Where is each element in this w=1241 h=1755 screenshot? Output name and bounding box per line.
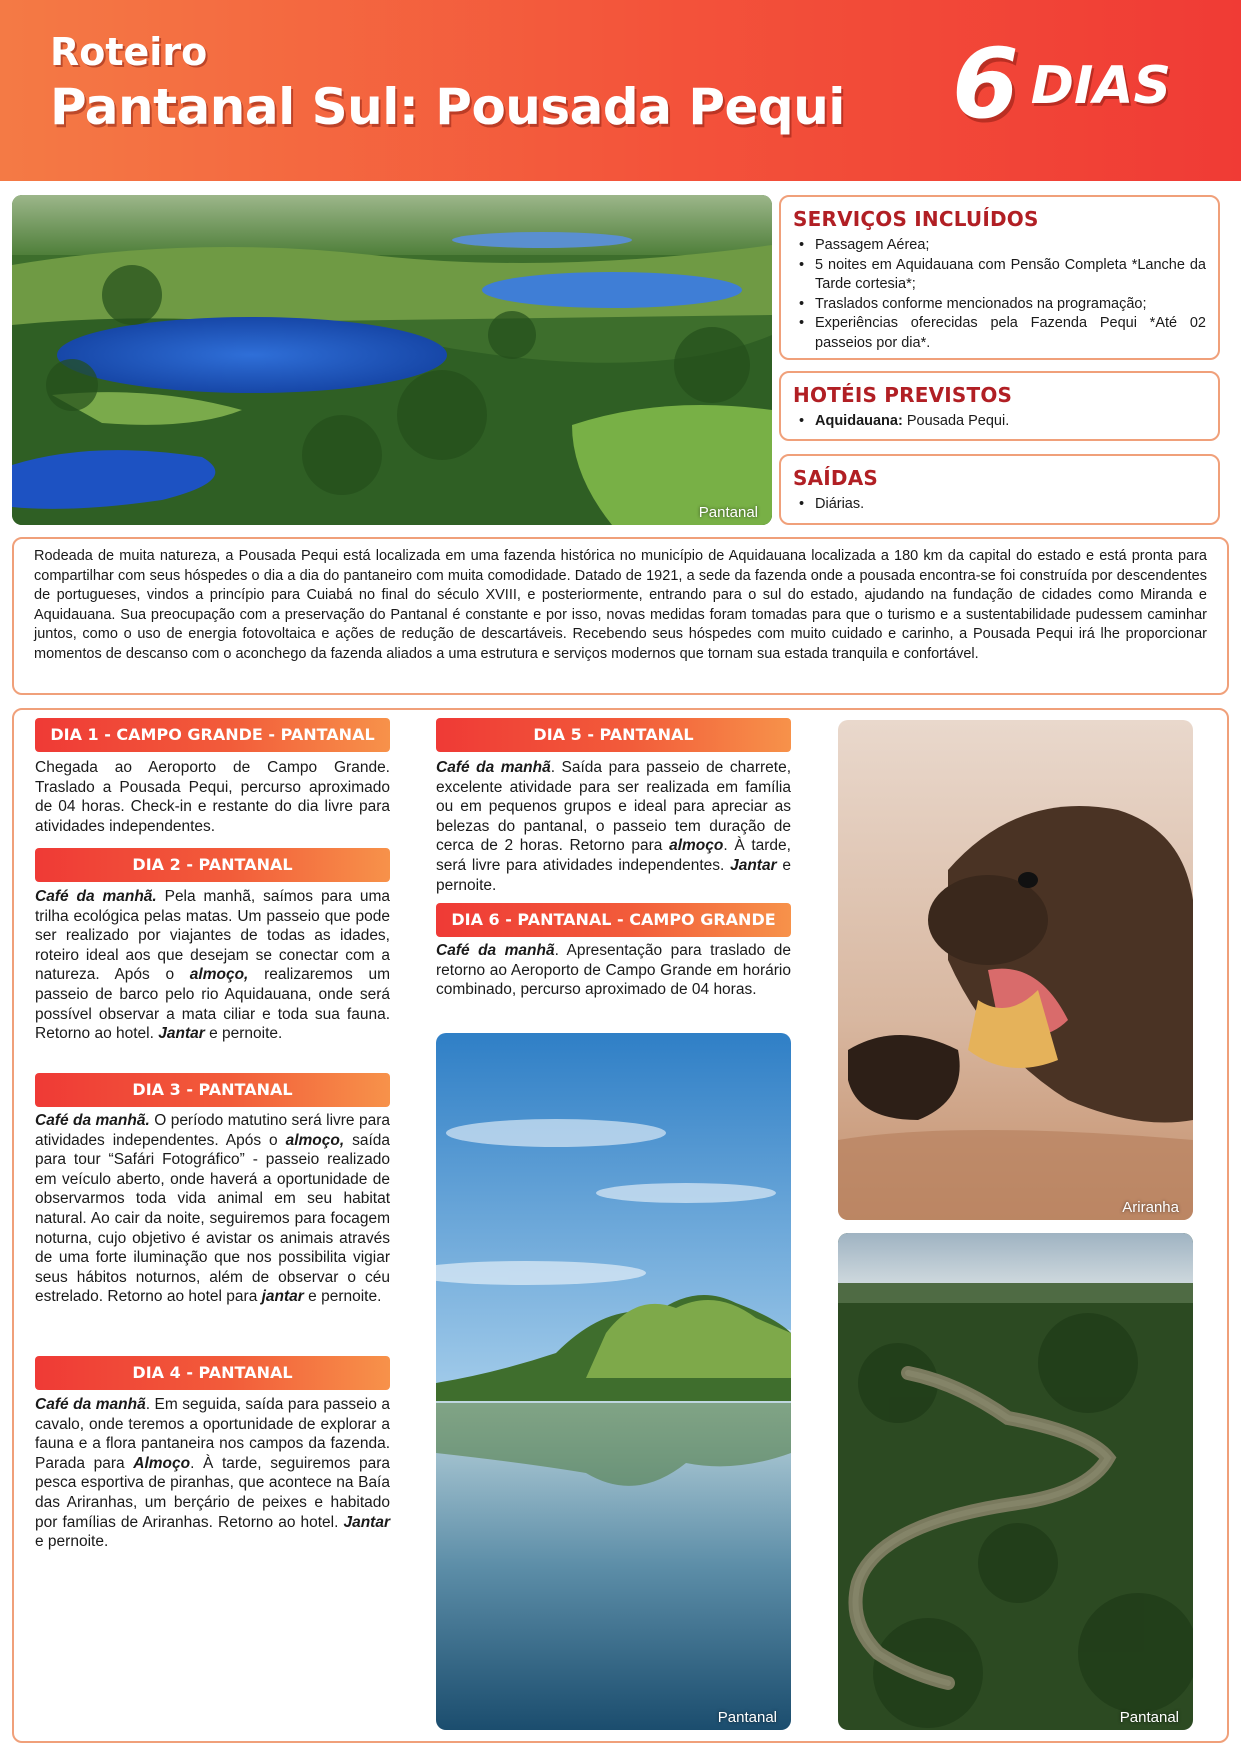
day-3-lead: Café da manhã. [35,1112,150,1129]
day-5-part: . Saída para passeio de charrete, excelente atividade para ser realizada em família ou em pequenos grupos e ideal para apreciar as belezas do pantanal, o passeio tem duração de cerca de 2 horas. Retorno para [436,759,791,855]
day-2-part: realizaremos um passeio de barco pelo rio Aquidauana, onde será possível observar a mata ciliar e toda sua fauna. Retorno ao hotel. [35,966,391,1043]
day-2-text [35,887,390,1044]
header-kicker: Roteiro [50,30,208,74]
day-3-part: e pernoite. [303,1288,382,1306]
hotels-city: Aquidauana: [815,413,903,429]
day-3-bold: almoço, [285,1131,345,1149]
services-item: • Passagem Aérea; [793,236,1206,256]
duration-badge [951,28,1171,140]
day-5-part: . À tarde, será livre para atividades independentes. [436,837,791,874]
hotels-name: Pousada Pequi. [902,413,1010,429]
day-4-text [35,1395,390,1552]
services-item: • Experiências oferecidas pela Fazenda Pequi *Até 02 passeios por dia*. [793,314,1206,353]
departures-list [793,495,1206,515]
departures-title: SAÍDAS [793,466,879,490]
header-banner [0,0,1241,181]
aerial-photo-pantanal [838,1233,1193,1730]
services-list [793,236,1206,353]
lagoon-landscape-image [12,195,772,525]
day-2-title: DIA 2 - PANTANAL [35,848,390,882]
day-4-lead: Café da manhã [35,1396,146,1413]
hotels-item [793,412,1206,432]
day-4-part: e pernoite. [35,1533,109,1551]
hotels-list [793,412,1206,432]
day-2-lead: Café da manhã. [35,888,157,905]
day-6-text [436,941,791,1000]
day-3-text [35,1111,390,1307]
day-5-title: DIA 5 - PANTANAL [436,718,791,752]
day-3-part: saída para tour “Safári Fotográfico” - passeio realizado em veículo aberto, onde haverá a oportunidade de observarmos toda vida animal em seu habitat natural. Ao cair da noite, seguiremos para focagem noturna, cujo objetivo é avistar os animais através de uma forte iluminação que nos possibilita vigiar seus hábitos noturnos, além de observar o céu estrelado. Retorno ao hotel para [35,1131,390,1306]
day-4-bold: Almoço [133,1454,191,1472]
day-5-part: e pernoite. [436,856,791,894]
otter-photo-caption: Ariranha [1122,1199,1179,1216]
day-4-part: . À tarde, seguiremos para pesca esportiva de piranhas, que acontece na Baía das Ariranhas, um berçário de peixes e habitado por famílias de Ariranhas. Retorno ao hotel. [35,1454,390,1531]
giant-otter-image [838,720,1193,1220]
day-1-text: Chegada ao Aeroporto de Campo Grande. Traslado a Pousada Pequi, percurso aproximado de 04 horas. Check-in e restante do dia livre para atividades independentes. [35,759,390,835]
day-3-bold: jantar [261,1288,304,1306]
day-6-part: . Apresentação para traslado de retorno ao Aeroporto de Campo Grande em horário combinado, percurso aproximado de 04 horas. [436,942,791,999]
services-title: SERVIÇOS INCLUÍDOS [793,207,1039,231]
page-title: Pantanal Sul: Pousada Pequi [50,78,845,136]
day-2-bold: Jantar [158,1025,205,1043]
day-2-part: e pernoite. [204,1025,283,1043]
day-4-bold: Jantar [343,1513,390,1531]
river-reflection-image [436,1033,791,1730]
pousada-description-box [12,537,1229,695]
pousada-description: Rodeada de muita natureza, a Pousada Pequi está localizada em uma fazenda histórica no município de Aquidauana localizada a 180 km da capital do estado e está pronta para compartilhar com seus hóspedes o dia a dia do pantaneiro com muita comodidade. Datado de 1921, a sede da fazenda onde a pousada encontra-se foi construída por descendentes de portugueses, vindos a princípio para Cuiabá no final do século XVIII, e posteriormente, entrando para o sul do estado, ajudando na fundação de cidades como Miranda e Aquidauana. Sua preocupação com a preservação do Pantanal é constante e por isso, novas medidas foram tomadas para que o turismo e a sustentabilidade pudessem caminhar juntos, como o uso de energia fotovoltaica e ações de redução de descartáveis. Recebendo seus hóspedes com muito cuidado e carinho, a Pousada Pequi irá lhe proporcionar momentos de descanso com o aconchego da fazenda aliados a uma estrutura e serviços modernos que tornam sua estada tranquila e confortável. [34,548,1207,662]
hero-photo-pantanal [12,195,772,525]
day-4-title: DIA 4 - PANTANAL [35,1356,390,1390]
river-photo-caption: Pantanal [717,1709,777,1726]
day-6-title: DIA 6 - PANTANAL - CAMPO GRANDE [436,903,791,937]
day-5-lead: Café da manhã [436,759,551,776]
day-6-lead: Café da manhã [436,942,555,959]
services-item: • 5 noites em Aquidauana com Pensão Completa *Lanche da Tarde cortesia*; [793,256,1206,295]
day-1-title: DIA 1 - CAMPO GRANDE - PANTANAL [35,718,390,752]
departures-item: • Diárias. [793,495,1206,515]
services-box [779,195,1220,360]
river-photo-pantanal [436,1033,791,1730]
day-5-bold: almoço [669,837,724,855]
day-3-title: DIA 3 - PANTANAL [35,1073,390,1107]
otter-photo [838,720,1193,1220]
duration-number: 6 [951,28,1019,140]
services-item: • Traslados conforme mencionados na programação; [793,295,1206,315]
hotels-box [779,371,1220,441]
duration-word: DIAS [1030,56,1171,116]
day-2-bold: almoço, [189,966,249,984]
day-5-bold: Jantar [730,856,777,874]
hero-photo-caption: Pantanal [698,504,758,521]
day-5-text [436,758,791,895]
departures-box [779,454,1220,525]
hotels-title: HOTÉIS PREVISTOS [793,383,1013,407]
day-3-part: O período matutino será livre para atividades independentes. Após o [35,1112,390,1149]
day-4-part: . Em seguida, saída para passeio a cavalo, onde teremos a oportunidade de explorar a fauna e a flora pantaneira nos campos da fazenda. Parada para [35,1396,390,1472]
aerial-photo-caption: Pantanal [1119,1709,1179,1726]
aerial-river-image [838,1233,1193,1730]
day-2-part: Pela manhã, saímos para uma trilha ecológica pelas matas. Um passeio que pode ser realizado por viajantes de todas as idades, roteiro ideal aos que desejam se conectar com a natureza. Após o [35,888,390,984]
